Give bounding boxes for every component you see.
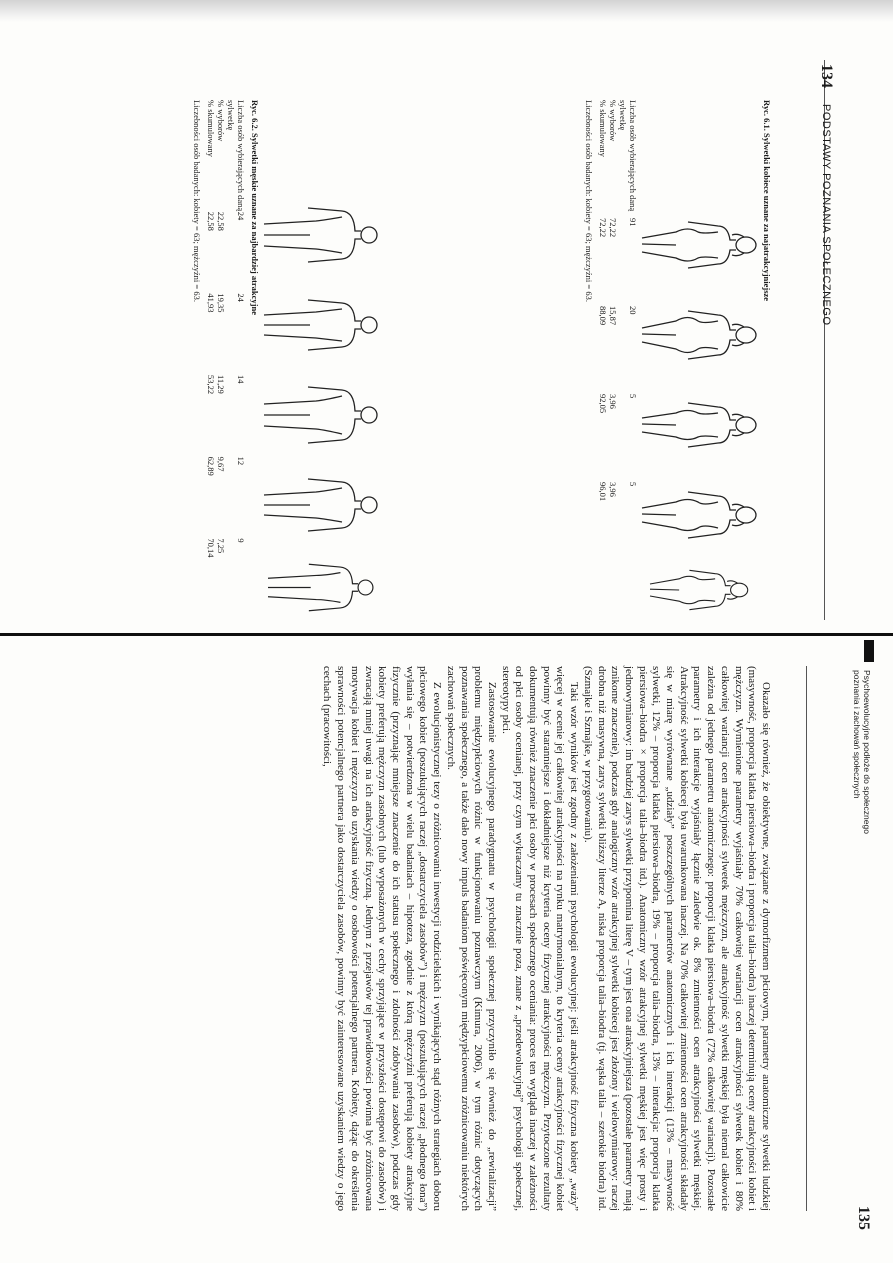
cell: 5 <box>628 394 638 399</box>
male-figure-4 <box>260 470 380 540</box>
cell: 7,25 <box>216 538 226 554</box>
figure-1-table <box>598 100 638 570</box>
paragraph: Taki wzór wyników jest zgodny z założeniami psychologii ewolucyjnej: jeśli atrakcyjność fizyczna kobiety „waży” więcej w ocenie jej całkowitej atrakcyjności na rynku matrymonialnym, to kryteria oceny atrakcyjności fizycznej kobiet powinny być staranniejsze i dokładniejsze niż kryteria oceny fizycznej atrakcyjności mężczyzn. Przytoczone rezultaty dokumentują również znaczenie płci osoby w procesach społecznego oceniania: proces ten wygląda inaczej w zależności od płci osoby ocenianej, przy czym wykraczamy tu znacznie poza, znane z „przedewolucyjnej” psychologii społecznej, stereotypy płci. <box>499 666 581 1211</box>
scan-edge <box>0 0 893 22</box>
page-number-right: 135 <box>855 1206 872 1230</box>
figure-caption: Ryc. 6.1. Sylwetki kobiece uznane za najatrakcyjniejsze <box>762 100 772 302</box>
page-number-left: 134 <box>818 64 835 88</box>
table-row <box>216 100 226 620</box>
cell: 53,22 <box>206 375 216 395</box>
figure-caption: Ryc. 6.2. Sylwetki męskie uznane za najbardziej atrakcyjne <box>250 100 260 316</box>
row-label: Liczba osób wybierających daną sylwetkę <box>226 100 246 212</box>
cell: 88,09 <box>598 306 608 326</box>
row-label: % wyborów <box>216 100 226 142</box>
figure-6-1 <box>584 100 772 620</box>
left-running-head <box>816 64 836 424</box>
cell: 19,35 <box>216 293 226 313</box>
male-figure-2 <box>260 290 380 360</box>
cell: 70,14 <box>206 538 216 558</box>
row-label: Liczba osób wybierających daną sylwetkę <box>618 100 638 212</box>
cell: 9,67 <box>216 456 226 472</box>
page-fold-mark <box>864 640 874 662</box>
cell: 91 <box>628 218 638 227</box>
cell: 3,96 <box>608 482 618 497</box>
cell: 14 <box>236 375 246 384</box>
running-head-line-2: poznania i zachowań społecznych <box>852 670 862 799</box>
paragraph: Zastosowanie ewolucyjnego paradygmatu w psychologii społecznej przyczyniło się również do „rewitalizacji” problemu międzypłciowych różnic w funkcjonowaniu poznawczym (Kimura, 2006), w tym różnic dotyczących poznawania społecznego, a także dało nowy impuls badaniom poświęconym międzypłciowemu zróżnicowaniu niektórych zachowań społecznych. <box>444 666 498 1211</box>
cell: 24 <box>236 293 246 302</box>
running-head-line-1: Psychoewolucyjne podłoże do społecznego <box>862 670 872 834</box>
cell: 92,05 <box>598 394 608 414</box>
table-row <box>618 100 638 570</box>
figure-6-2 <box>192 100 380 620</box>
cell: 41,93 <box>206 293 216 313</box>
right-header-rule <box>806 666 807 1211</box>
cell: 72,22 <box>598 218 608 238</box>
cell: 5 <box>628 482 638 487</box>
female-figure-1 <box>638 210 758 280</box>
row-label: % wyborów <box>608 100 618 142</box>
row-label: % skumulowany <box>206 100 216 157</box>
paragraph: Z ewolucjonistycznej tezy o zróżnicowaniu inwestycji rodzicielskich i wynikających stąd różnych strategiach doboru płciowego kobiet (poszukujących raczej „dostarczyciela zasobów”) i mężczyzn (poszukujących raczej „płodnego łona”) wyłania się – potwierdzona w wielu badaniach – hipoteza, zgodnie z którą mężczyźni preferują kobiety atrakcyjne fizycznie (przyznając mniejsze znaczenie do ich statusu społecznego i zdolności zdobywania zasobów), podczas gdy kobiety preferują mężczyzn zasobnych (lub wyposażonych w cechy sprzyjające w przyszłości dostępowi do zasobów) i zwracają mniej uwagi na ich atrakcyjność fizyczną. Jednym z przejawów tej prawidłowości powinna być zróżnicowana motywacja kobiet i mężczyzn do uzyskania wiedzy o osobowości potencjalnego partnera. Kobiety, dążąc do określenia sprawności potencjalnego partnera jako dostarczyciela zasobów, powinny być zainteresowane uzyskaniem wiedzy o jego cechach (pracowitości, <box>321 666 444 1211</box>
cell: 96,01 <box>598 482 608 502</box>
male-silhouettes <box>260 100 380 620</box>
cell: 22,58 <box>206 211 216 231</box>
cell: 62,89 <box>206 456 216 476</box>
running-head-text <box>852 670 872 900</box>
paragraph: Okazało się również, że obiektywne, związane z dymorfizmem płciowym, parametry anatomiczne sylwetki ludzkiej (masywność, proporcja klatka piersiowa–biodra i proporcja talia–biodra) inaczej determinują oceny atrakcyjności kobiet i mężczyzn. Wymienione parametry wyjaśniały 70% całkowitej wariancji ocen atrakcyjności sylwetek kobiet i 80% całkowitej wariancji ocen atrakcyjności sylwetek mężczyzn, ale atrakcyjność sylwetki męskiej była niemal całkowicie zależna od jednego parametru anatomicznego: proporcji klatka piersiowa–biodra (72% całkowitej wariancji). Pozostałe parametry i ich interakcje wyjaśniały łącznie zaledwie ok. 8% zmienności ocen atrakcyjności sylwetki męskiej. Atrakcyjność sylwetki kobiecej była uwarunkowana inaczej. Na 70% całkowitej zmienności ocen atrakcyjności składały się w miarę wyrównane „udziały” poszczególnych parametrów anatomicznych i ich interakcji (13% – masywność sylwetki, 12% – proporcja klatka piersiowa–biodra, 19% – proporcja talia–biodra, 13% – interakcja: proporcja klatka piersiowa–biodra × proporcja talia–biodra itd.). Anatomiczny wzór atrakcyjnej sylwetki męskiej jest więc prosty i jednowymiarowy: im bardziej zarys sylwetki przypomina literę V – tym jest ona atrakcyjniejsza (pozostałe parametry mają znikome znaczenie), podczas gdy analogiczny wzór atrakcyjnej sylwetki kobiecej jest złożony i wielowymiarowy: raczej drobna niż masywna, zarys sylwetki bliższy literze A, niska proporcja talia–biodra (tj. wąska talia – szerokie biodra) itd. (Szmajke i Szmajke, w przygotowaniu). <box>581 666 772 1211</box>
cell: 11,29 <box>216 375 226 394</box>
figure-note: Liczebności osób badanych: kobiety = 63; mężczyźni = 63. <box>192 100 202 302</box>
male-figure-5 <box>260 555 380 620</box>
figure-2-table <box>206 100 246 620</box>
female-figure-4 <box>638 480 758 550</box>
cell: 24 <box>236 211 246 221</box>
right-running-head <box>842 670 872 1230</box>
table-row <box>226 100 246 620</box>
cell: 15,87 <box>608 306 618 326</box>
cell: 72,22 <box>608 218 618 238</box>
female-figure-3 <box>638 390 758 460</box>
cell: 9 <box>236 538 246 543</box>
female-silhouettes <box>638 100 758 620</box>
table-row <box>598 100 608 570</box>
running-head-title: PODSTAWY POZNANIA SPOŁECZNEGO <box>820 104 832 326</box>
cell: 3,96 <box>608 394 618 409</box>
body-text <box>320 666 806 1211</box>
row-label: % skumulowany <box>598 100 608 157</box>
table-row <box>206 100 216 620</box>
cell: 22,58 <box>216 211 226 231</box>
figure-note: Liczebności osób badanych: kobiety = 63; mężczyźni = 63. <box>584 100 594 302</box>
cell: 20 <box>628 306 638 315</box>
male-figure-3 <box>260 380 380 450</box>
table-row <box>608 100 618 570</box>
female-figure-2 <box>638 300 758 370</box>
cell: 12 <box>236 456 246 466</box>
page-fold <box>0 633 893 636</box>
female-figure-5 <box>638 560 758 620</box>
male-figure-1 <box>260 200 380 270</box>
